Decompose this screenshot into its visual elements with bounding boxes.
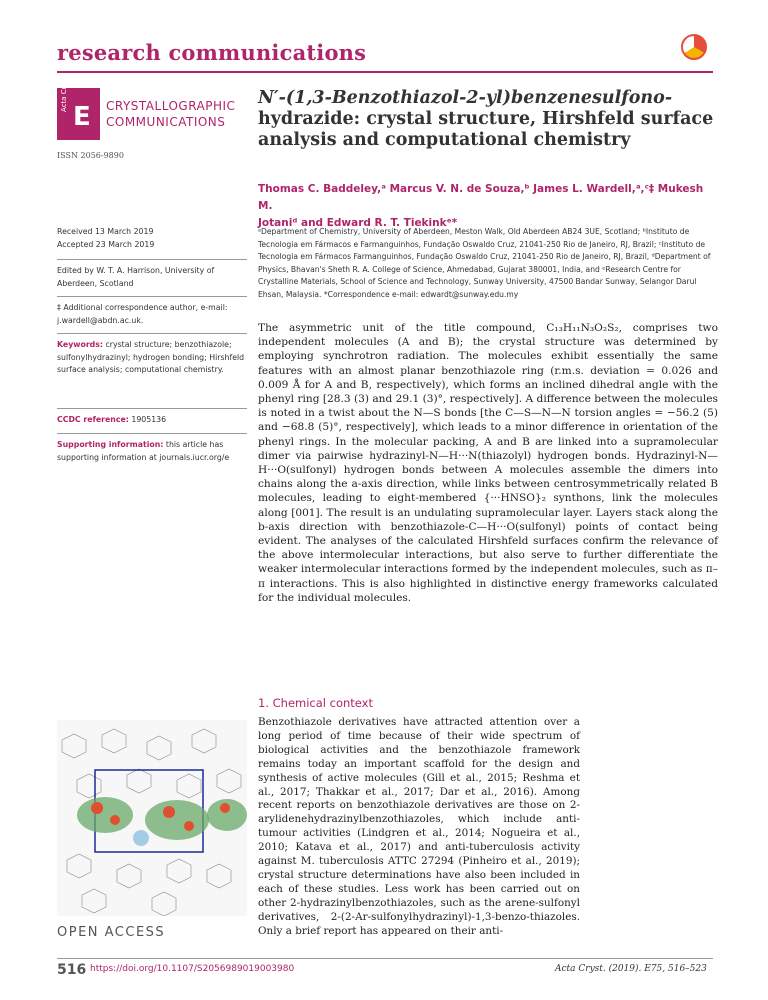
journal-name-line2: COMMUNICATIONS (106, 115, 226, 129)
journal-logo (57, 75, 100, 140)
affiliations: ᵃDepartment of Chemistry, University of Aberdeen, Meston Walk, Old Aberdeen AB24 3UE, Scotland; ᵇInstituto de Tecnologia em Fármacos e Farmanguinhos, Fundação Oswaldo Cruz, 21041-250 Rio de Janeiro, RJ, Brazil; ᶜInstituto de Tecnologia em Fármacos Farmanguinhos, Fundação Oswaldo Cruz, 21041-250 Rio de Janeiro, RJ, Brazil, ᵈDepartment of Physics, Bhavan's Sheth R. A. College of Science, Ahmedabad, Gujarat 380001, India, and ᵉResearch Centre for Crystalline Materials, School of Science and Technology, Sunway University, 47500 Bandar Sunway, Selangor Darul Ehsan, Malaysia. *Correspondence e-mail: edwardt@sunway.edu.my (258, 227, 711, 299)
article-title (258, 88, 718, 151)
supporting-text[interactable]: this article has supporting information at journals.iucr.org/e (57, 440, 230, 462)
edited-by: Edited by W. T. A. Harrison, University of Aberdeen, Scotland (57, 266, 215, 288)
divider (57, 333, 247, 334)
journal-name (106, 98, 236, 130)
doi-link[interactable]: https://doi.org/10.1107/S2056989019003980 (90, 964, 295, 974)
received-date: Received 13 March 2019 (57, 227, 154, 236)
open-access-badge-icon (681, 34, 707, 60)
supporting-information (57, 439, 247, 464)
divider (57, 408, 247, 409)
keywords-label: Keywords: (57, 340, 104, 349)
supporting-label: Supporting information: (57, 440, 164, 449)
citation: Acta Cryst. (2019). E75, 516–523 (555, 964, 707, 974)
abstract: The asymmetric unit of the title compound, C₁₃H₁₁N₃O₂S₂, comprises two independent molecules (A and B); the crystal structure was determined by employing synchrotron radiation. The molecules exhibit essentially the same features with an almost planar benzothiazole ring (r.m.s. deviation = 0.026 and 0.009 Å for A and B, respectively), which forms an inclined dihedral angle with the phenyl ring [28.3 (3) and 29.1 (3)°, respectively]. A difference between the molecules is noted in a twist about the N—S bonds [the C—S—N—N torsion angles = −56.2 (5) and −68.8 (5)°, respectively], which leads to a minor difference in orientation of the phenyl rings. In the molecular packing, A and B are linked into a supramolecular dimer via pairwise hydrazinyl-N—H···N(thiazolyl) hydrogen bonds. Hydrazinyl-N—H···O(sulfonyl) hydrogen bonds between A molecules assemble the dimers into chains along the a-axis direction, while links between centrosymmetrically related B molecules, leading to eight-membered {···HNSO}₂ synthons, link the molecules along [001]. The result is an undulating supramolecular layer. Layers stack along the b-axis direction with benzothiazole-C—H···O(sulfonyl) points of contact being evident. The analyses of the calculated Hirshfeld surfaces confirm the relevance of the above intermolecular interactions, but also serve to further differentiate the weaker intermolecular interactions formed by the independent molecules, such as π–π interactions. This is also highlighted in distinctive energy frameworks calculated for the individual molecules. (258, 322, 718, 604)
journal-logo-letter: E (73, 102, 91, 132)
issn: ISSN 2056-9890 (57, 151, 124, 160)
ccdc-reference (57, 414, 247, 427)
header-rule (57, 71, 713, 73)
authors-line1: Thomas C. Baddeley,ᵃ Marcus V. N. de Souza,ᵇ James L. Wardell,ᵃ,ᶜ‡ Mukesh M. (258, 183, 704, 212)
authors (258, 181, 718, 232)
title-line1: N′-(1,3-Benzothiazol-2-yl)benzenesulfono- (258, 88, 673, 108)
journal-logo-acta: Acta Cryst (60, 75, 68, 112)
authors-line2: Jotaniᵈ and Edward R. T. Tiekinkᵉ* (258, 217, 458, 229)
footer-rule (57, 958, 713, 959)
accepted-date: Accepted 23 March 2019 (57, 240, 155, 249)
section-body: Benzothiazole derivatives have attracted attention over a long period of time because of their wide spectrum of biological activities and the benzothiazole framework remains today an important scaffold for the design and synthesis of active molecules (Gill et al., 2015; Reshma et al., 2017; Thakkar et al., 2017; Dar et al., 2016). Among recent reports on benzothiazole derivatives are those on 2-arylidenehydrazinylbenzothiazoles, which include anti-tumour activities (Lindgren et al., 2014; Nogueira et al., 2010; Katava et al., 2017) and anti-tuberculosis activity against M. tuberculosis ATTC 27294 (Pinheiro et al., 2019); crystal structure determinations have also been included in each of these studies. Less work has been carried out on other 2-hydrazinylbenzothiazoles, such as the arene-sulfonyl derivatives, 2-(2-Ar-sulfonylhydrazinyl)-1,3-benzo-thiazoles. Only a brief report has appeared on their anti- (258, 716, 580, 937)
crystal-packing-figure (57, 720, 247, 916)
divider (57, 296, 247, 297)
ccdc-value[interactable]: 1905136 (131, 415, 167, 424)
section-title: research communications (57, 40, 367, 65)
correspondence-note: ‡ Additional correspondence author, e-mail: j.wardell@abdn.ac.uk. (57, 303, 228, 325)
keywords (57, 339, 247, 377)
open-access-logo: OPEN ACCESS (57, 925, 166, 940)
keywords-text: crystal structure; benzothiazole; sulfonylhydrazinyl; hydrogen bonding; Hirshfeld surface analysis; computational chemistry. (57, 340, 245, 374)
title-line3: analysis and computational chemistry (258, 130, 631, 150)
journal-name-line1: CRYSTALLOGRAPHIC (106, 99, 236, 113)
molecular-packing-diagram (57, 720, 247, 916)
divider (57, 259, 247, 260)
page-number: 516 (57, 962, 87, 978)
title-line2: hydrazide: crystal structure, Hirshfeld surface (258, 109, 714, 129)
divider (57, 433, 247, 434)
section-heading: 1. Chemical context (258, 696, 373, 710)
ccdc-label: CCDC reference: (57, 415, 129, 424)
